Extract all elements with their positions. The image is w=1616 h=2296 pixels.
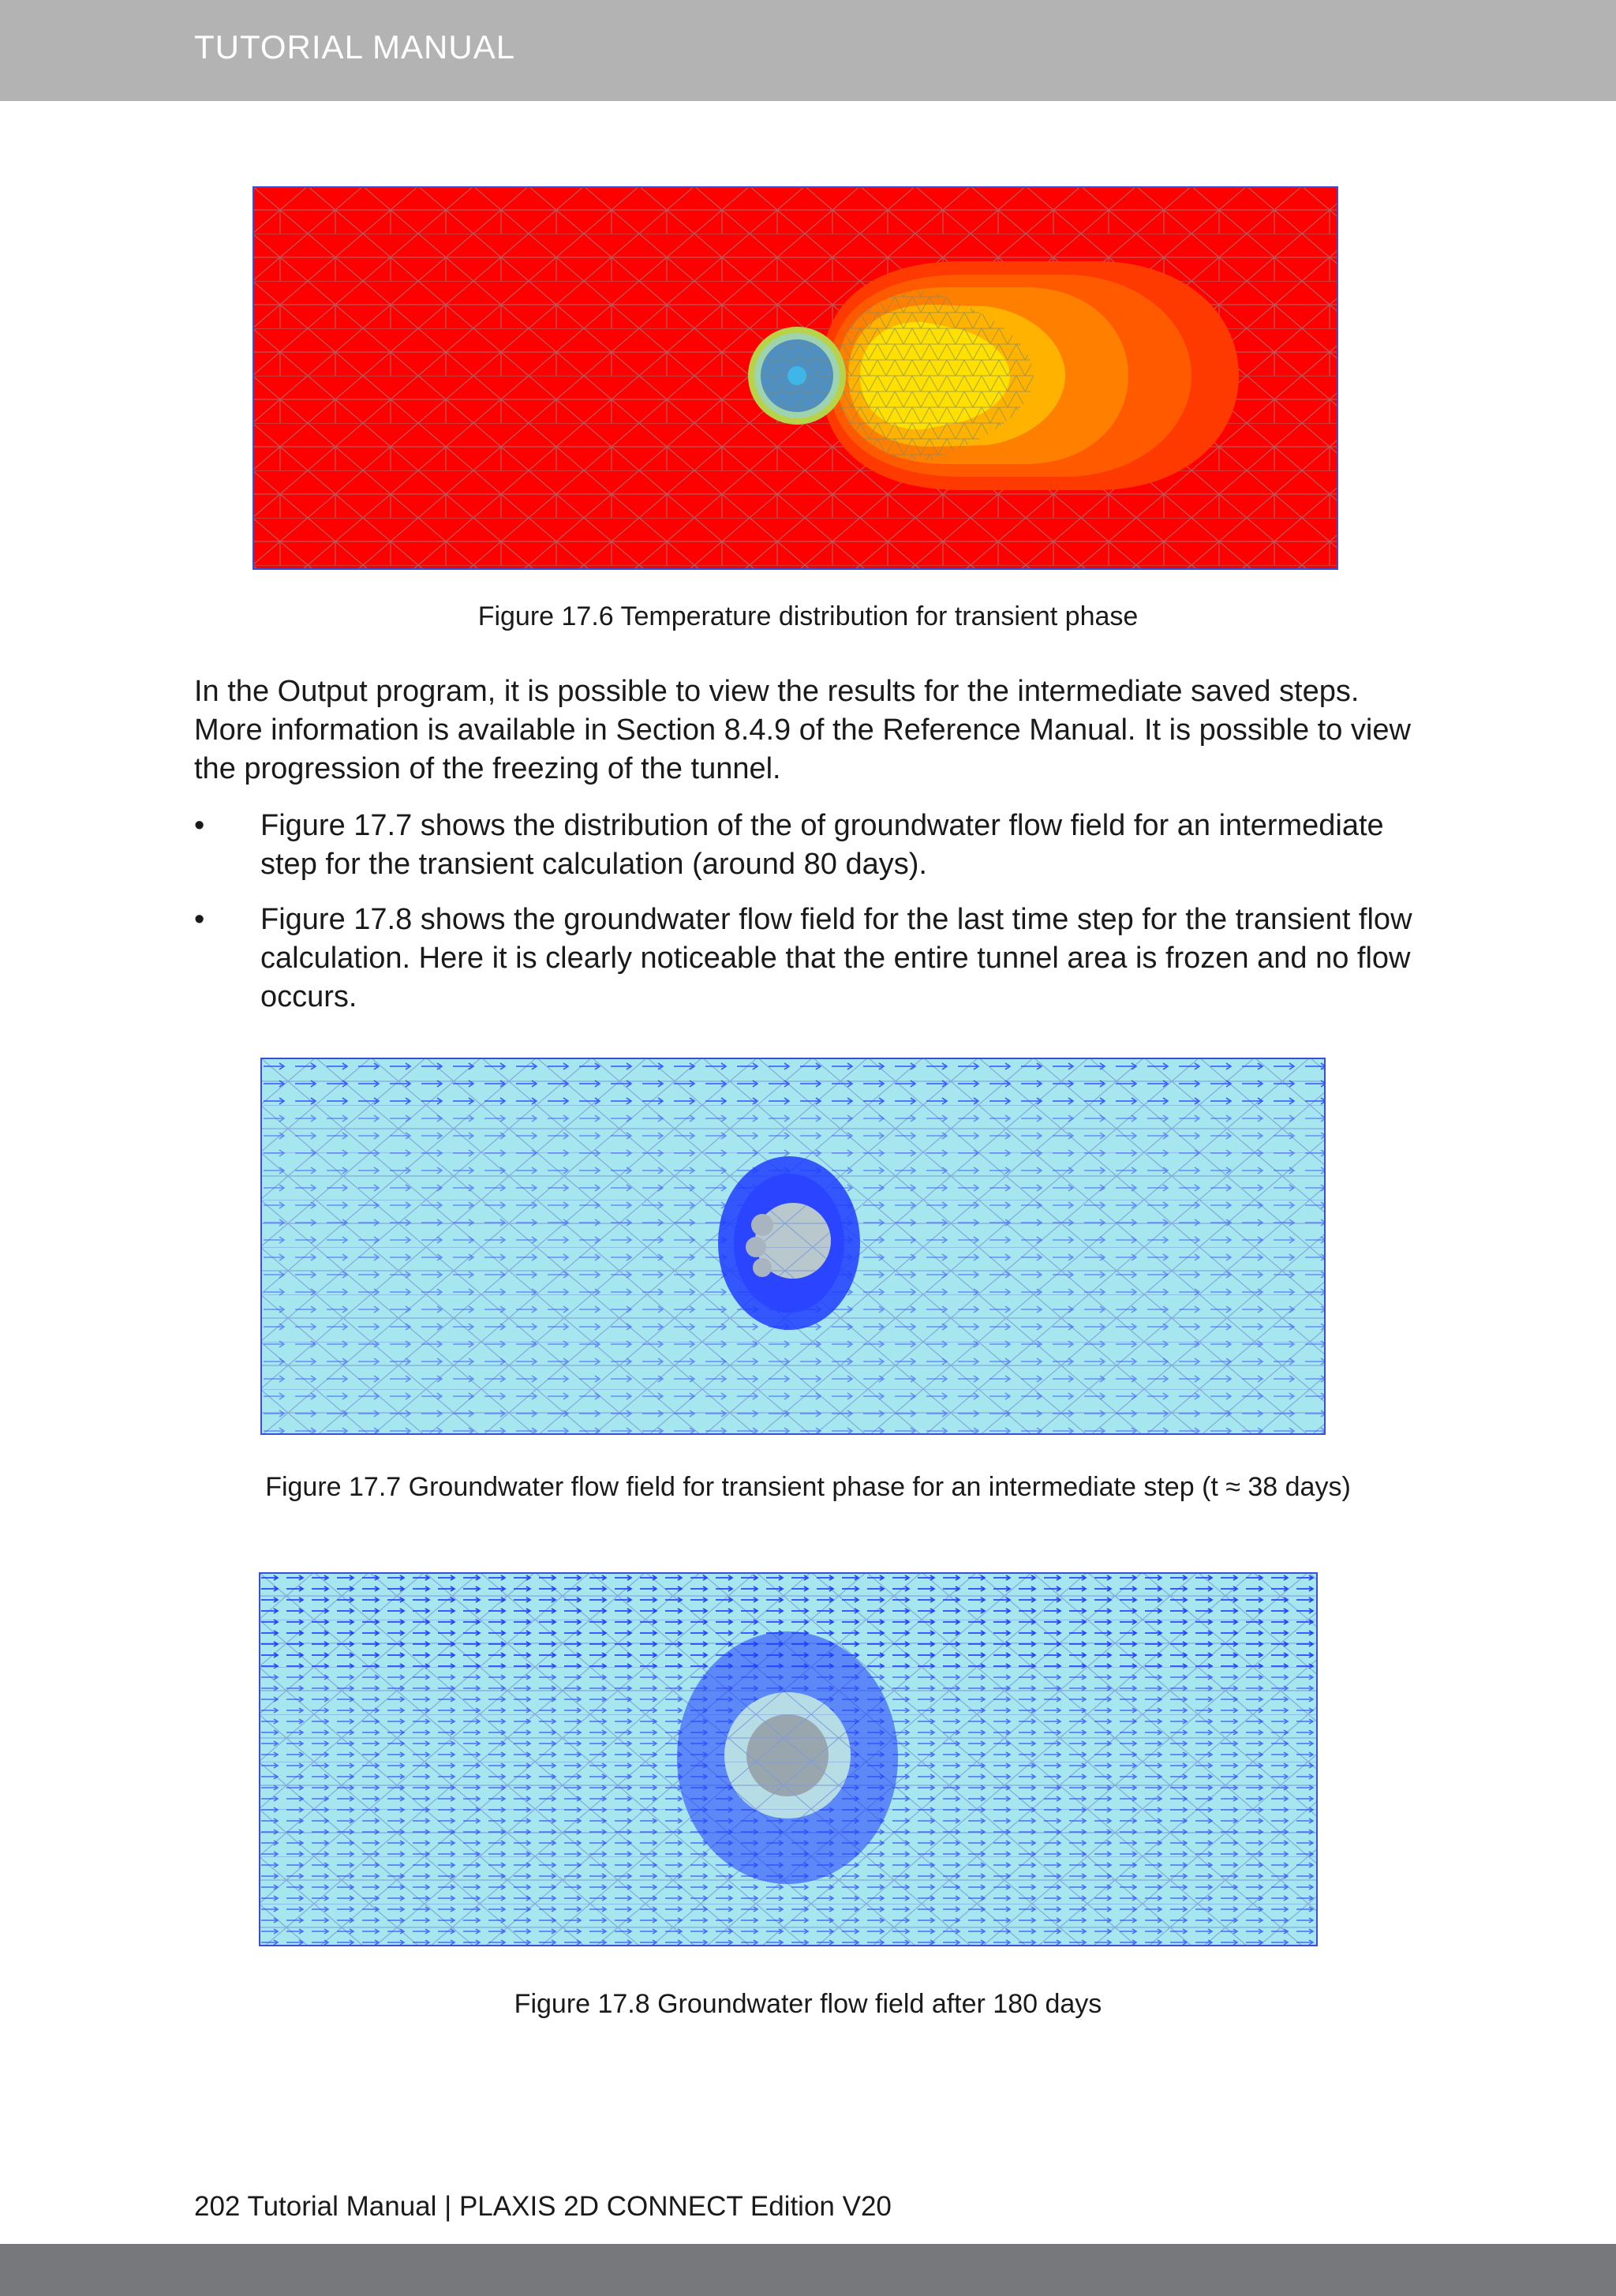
- header-title: TUTORIAL MANUAL: [194, 28, 516, 66]
- page-footer-bar: [0, 2244, 1616, 2296]
- flow-field-plot-intermediate: [260, 1058, 1326, 1435]
- temperature-contour-plot: [252, 186, 1338, 570]
- bullet-text: Figure 17.8 shows the groundwater flow field for the last time step for the transient flow calculation. Here it is clearly noticeable that the entire tunnel area is frozen and no flow occurs.: [260, 903, 1412, 1013]
- figure-temperature-distribution: [252, 186, 1338, 570]
- page-footer-text: 202 Tutorial Manual | PLAXIS 2D CONNECT Edition V20: [194, 2191, 892, 2222]
- page-header: [0, 0, 1616, 101]
- flow-field-plot-final: [259, 1572, 1318, 1946]
- bullet-marker: •: [194, 903, 205, 936]
- figure-caption: Figure 17.6 Temperature distribution for transient phase: [477, 601, 1139, 631]
- figure-flow-intermediate: [260, 1058, 1326, 1435]
- figure-flow-final: [259, 1572, 1318, 1946]
- bullet-text: Figure 17.7 shows the distribution of the of groundwater flow field for an intermediate step for the transient calculation (around 80 days).: [260, 809, 1384, 881]
- body-paragraph: In the Output program, it is possible to view the results for the intermediate saved steps. More information is available in Section 8.4.9 of the Reference Manual. It is possible to view the progression of the freezing of the tunnel.: [194, 675, 1411, 785]
- figure-caption: Figure 17.8 Groundwater flow field after 180 days: [514, 1989, 1102, 2019]
- figure-caption: Figure 17.7 Groundwater flow field for transient phase for an intermediate step (t ≈ 38 days): [265, 1472, 1351, 1502]
- bullet-marker: •: [194, 809, 205, 842]
